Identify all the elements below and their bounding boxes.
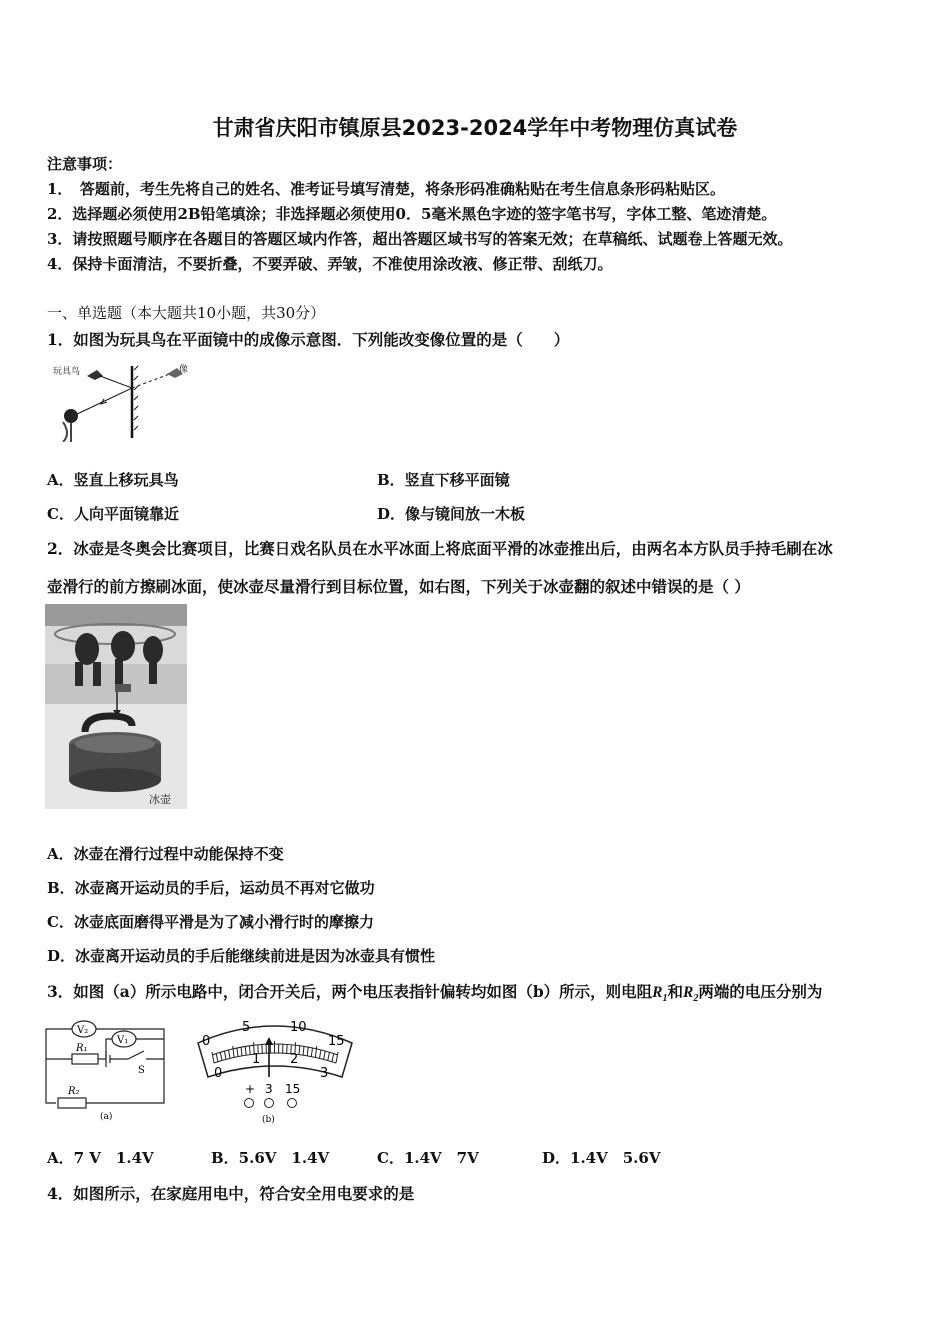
q2-option-a: A．冰壶在滑行过程中动能保持不变	[47, 845, 284, 863]
bottom-scale-2: 2	[290, 1052, 299, 1067]
toy-bird-icon	[87, 370, 103, 380]
r1-label: R₁	[76, 1043, 88, 1054]
image-label: 像	[179, 365, 189, 375]
question-4-stem: 4．如图所示，在家庭用电中，符合安全用电要求的是	[47, 1184, 415, 1203]
terminal-15-icon	[288, 1099, 297, 1108]
notice-heading: 注意事项：	[47, 155, 123, 173]
v1-label: V₁	[117, 1035, 129, 1046]
fig-b-caption: (b)	[262, 1115, 275, 1125]
bird-label: 玩具鸟	[53, 367, 81, 377]
r1-symbol: $R_1$	[652, 984, 668, 1005]
q1-option-c: C．人向平面镜靠近	[47, 505, 179, 523]
reflected-ray	[75, 388, 132, 415]
q3-option-b: B．5.6V 1.4V	[211, 1149, 330, 1167]
question-2-stem-line-1: 2．冰壶是冬奥会比赛项目，比赛日戏名队员在水平冰面上将底面平滑的冰壶推出后，由两名本方队员手持毛刷在冰	[47, 539, 833, 558]
circuit-diagram-a	[44, 1015, 170, 1122]
bottom-scale-3: 3	[320, 1066, 329, 1081]
page-title: 甘肃省庆阳市镇原县2023-2024学年中考物理仿真试卷	[212, 116, 738, 140]
question-1-stem: 1．如图为玩具鸟在平面镜中的成像示意图．下列能改变像位置的是（ ）	[47, 330, 570, 349]
section-heading: 一、单选题（本大题共10小题，共30分）	[47, 304, 326, 322]
curling-label: 冰壶	[149, 793, 171, 806]
q3-stem-post: 两端的电压分别为	[698, 982, 823, 1001]
terminal-3-icon	[265, 1099, 274, 1108]
r2-label: R₂	[68, 1086, 80, 1097]
terminal-plus-label: +	[245, 1082, 256, 1096]
q1-option-a: A．竖直上移玩具鸟	[47, 471, 179, 489]
q1-option-b: B．竖直下移平面镜	[377, 471, 510, 489]
q3-stem-pre: 3．如图（a）所示电路中，闭合开关后，两个电压表指针偏转均如图（b）所示，则电阻	[47, 982, 653, 1001]
notice-item-3: 3．请按照题号顺序在各题目的答题区域内作答，超出答题区域书写的答案无效；在草稿纸、试题卷上答题无效。	[47, 230, 793, 248]
resistor-r2-icon	[58, 1098, 86, 1108]
q3-option-c: C．1.4V 7V	[377, 1149, 479, 1167]
person-head-icon	[64, 409, 78, 423]
bottom-scale-0: 0	[214, 1066, 223, 1081]
q2-option-b: B．冰壶离开运动员的手后，运动员不再对它做功	[47, 879, 375, 897]
q2-option-c: C．冰壶底面磨得平滑是为了减小滑行时的摩擦力	[47, 913, 374, 931]
question-3-stem	[47, 980, 822, 1004]
q2-option-d: D．冰壶离开运动员的手后能继续前进是因为冰壶具有惯性	[47, 947, 436, 965]
terminal-3-label: 3	[265, 1082, 273, 1096]
incident-ray	[100, 376, 132, 388]
q3-and: 和	[667, 982, 684, 1001]
terminal-plus-icon	[245, 1099, 254, 1108]
top-scale-0: 0	[202, 1034, 211, 1049]
top-scale-10: 10	[290, 1020, 307, 1035]
fig-a-caption: (a)	[100, 1112, 113, 1122]
curling-photo	[45, 604, 187, 809]
mirror-diagram	[45, 360, 195, 442]
switch-label: S	[138, 1065, 145, 1076]
r2-symbol: $R_2$	[683, 984, 699, 1005]
q3-option-d: D．1.4V 5.6V	[542, 1149, 661, 1167]
notice-item-1: 1． 答题前，考生先将自己的姓名、准考证号填写清楚，将条形码准确粘贴在考生信息条形码粘贴区。	[47, 180, 725, 198]
q1-option-d: D．像与镜间放一木板	[377, 505, 526, 523]
voltmeter-dial-b	[192, 1015, 357, 1127]
resistor-r1-icon	[72, 1054, 98, 1064]
top-scale-5: 5	[242, 1020, 251, 1035]
top-scale-15: 15	[328, 1034, 345, 1049]
v2-label: V₂	[77, 1025, 89, 1036]
notice-item-4: 4．保持卡面清洁，不要折叠，不要弄破、弄皱，不准使用涂改液、修正带、刮纸刀。	[47, 255, 613, 273]
terminal-15-label: 15	[285, 1082, 301, 1096]
question-2-stem-line-2: 壶滑行的前方擦刷冰面，使冰壶尽量滑行到目标位置，如右图，下列关于冰壶翻的叙述中错误的是（ ）	[47, 577, 750, 596]
bottom-scale-1: 1	[252, 1052, 261, 1067]
notice-item-2: 2．选择题必须使用2B铅笔填涂；非选择题必须使用0．5毫米黑色字迹的签字笔书写，字体工整、笔迹清楚。	[47, 205, 777, 223]
q3-option-a: A．7 V 1.4V	[47, 1149, 154, 1167]
